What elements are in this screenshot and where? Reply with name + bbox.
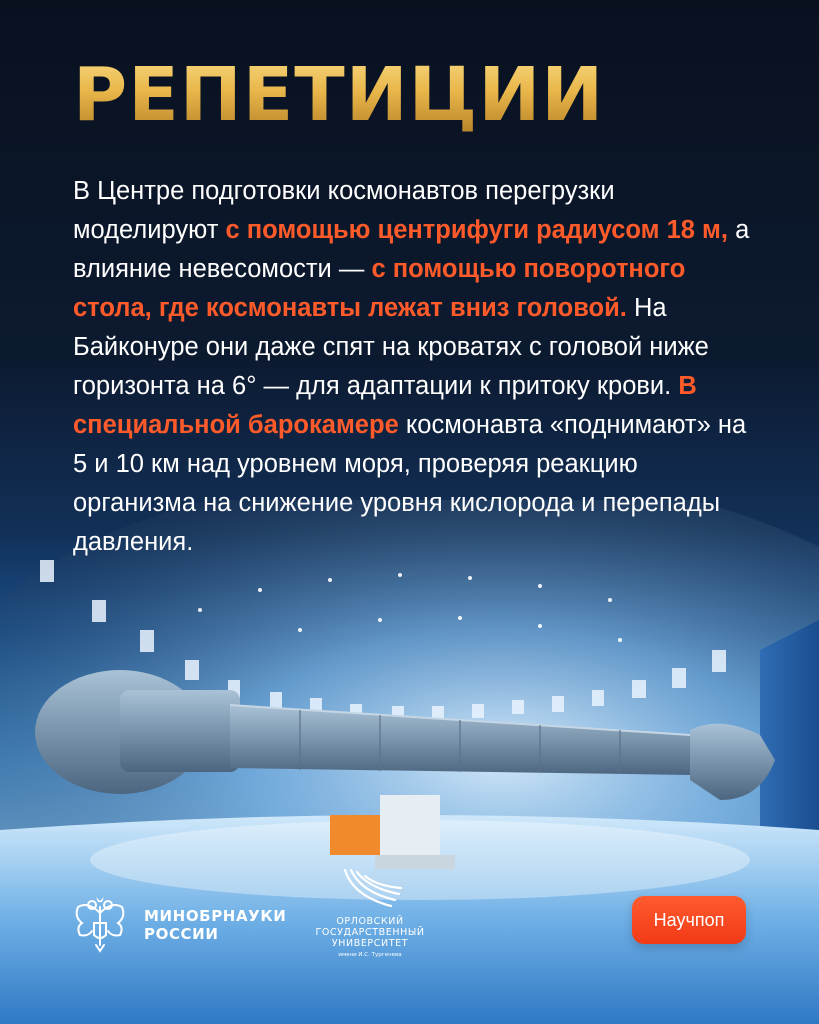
page-title: РЕПЕТИЦИИ	[73, 52, 605, 138]
university-logo	[310, 866, 430, 961]
category-badge[interactable]: Научпоп	[632, 896, 746, 944]
university-name-line: ОРЛОВСКИЙ	[336, 916, 404, 927]
highlighted-text-segment: В специальной барокамере	[73, 372, 697, 439]
body-paragraph	[73, 172, 753, 562]
body-text-segment: а влияние невесомости —	[73, 216, 750, 283]
ministry-name	[144, 907, 286, 943]
university-subtitle: имени И.С. Тургенева	[338, 952, 402, 958]
university-wings-logo-icon	[335, 866, 405, 914]
ministry-name-line: РОССИИ	[144, 925, 219, 943]
body-text-segment: космонавта «поднимают» на 5 и 10 км над уровнем моря, проверяя реакцию организма на снижение уровня кислорода и перепады давления.	[73, 411, 747, 556]
university-name	[310, 916, 430, 961]
ministry-name-line: МИНОБРНАУКИ	[144, 907, 287, 925]
highlighted-text-segment: с помощью центрифуги радиусом 18 м,	[225, 216, 729, 244]
highlighted-text-segment: с помощью поворотного стола, где космонавты лежат вниз головой.	[73, 255, 686, 322]
university-name-line: ГОСУДАРСТВЕННЫЙ	[315, 927, 425, 938]
ministry-logo	[70, 893, 286, 957]
double-headed-eagle-emblem-icon	[70, 893, 130, 957]
university-name-line: УНИВЕРСИТЕТ	[331, 938, 409, 949]
body-text-segment: На Байконуре они даже спят на кроватях с головой ниже горизонта на 6° — для адаптации к притоку крови.	[73, 294, 709, 400]
body-text-segment: В Центре подготовки космонавтов перегрузки моделируют	[73, 177, 615, 244]
